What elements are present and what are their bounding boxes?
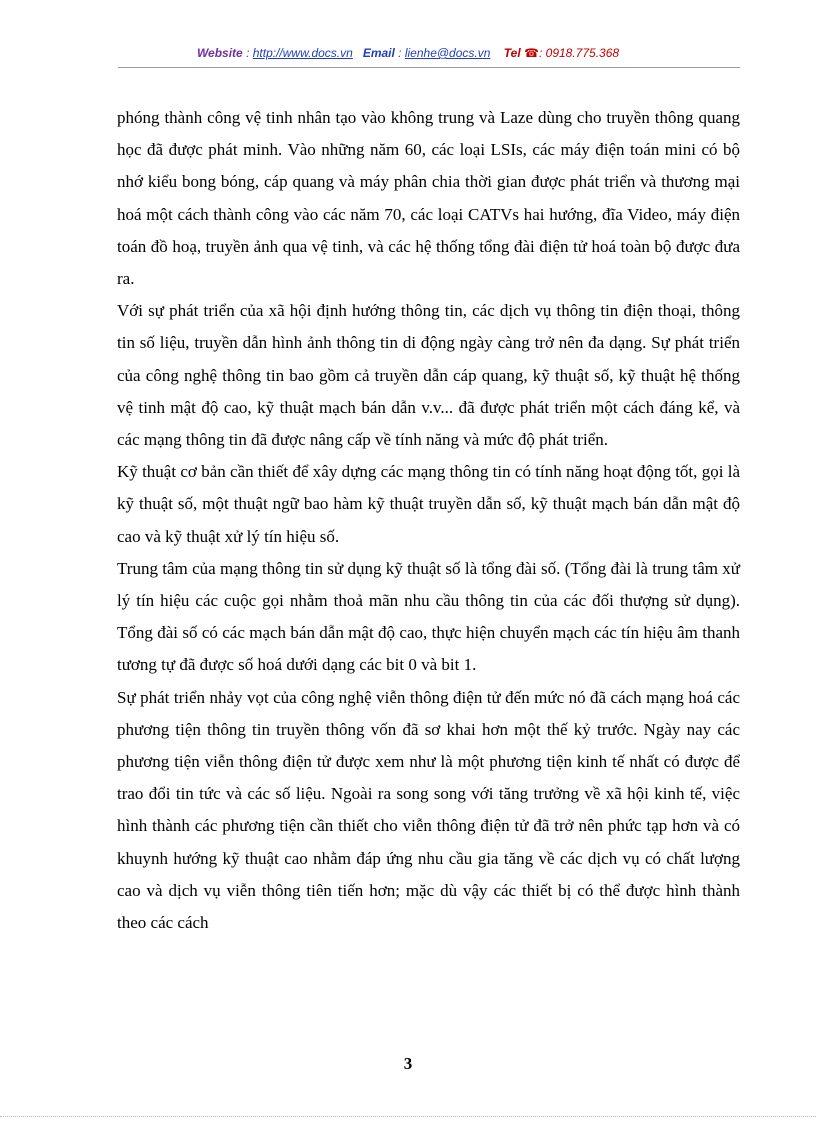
tel-label: Tel (503, 46, 521, 60)
email-label: Email (362, 46, 395, 60)
body-paragraph: phóng thành công vệ tinh nhân tạo vào không trung và Laze dùng cho truyền thông quang học đã được phát minh. Vào những năm 60, các loại LSIs, các máy điện toán mini có bộ nhớ kiểu bong bóng, cáp quang và máy phân chia thời gian được phát triển và thương mại hoá một cách thành công vào các năm 70, các loại CATVs hai hướng, đĩa Video, máy điện toán đồ hoạ, truyền ảnh qua vệ tinh, và các hệ thống tổng đài điện tử hoá toàn bộ được đưa ra. (117, 108, 740, 289)
email-separator: : (394, 46, 405, 60)
website-link[interactable]: http://www.docs.vn (252, 46, 353, 60)
document-body (117, 102, 740, 939)
body-paragraph: Trung tâm của mạng thông tin sử dụng kỹ thuật số là tổng đài số. (Tổng đài là trung tâm xử lý tín hiệu các cuộc gọi nhằm thoả mãn nhu cầu thông tin của các đối thượng sử dụng). Tổng đài số có các mạch bán dẫn mật độ cao, thực hiện chuyển mạch các tín hiệu âm thanh tương tự đã được số hoá dưới dạng các bit 0 và bit 1. (117, 558, 740, 675)
tel-separator: : (538, 46, 546, 60)
header-divider (118, 67, 740, 68)
body-paragraph: Kỹ thuật cơ bản cần thiết để xây dựng các mạng thông tin có tính năng hoạt động tốt, gọi là kỹ thuật số, một thuật ngữ bao hàm kỹ thuật truyền dẫn số, kỹ thuật mạch bán dẫn mật độ cao và kỹ thuật xử lý tín hiệu số. (117, 462, 740, 546)
phone-icon: ☎ (524, 46, 539, 60)
page-header (0, 46, 816, 60)
email-link[interactable]: lienhe@docs.vn (404, 46, 491, 60)
page-bottom-divider (0, 1116, 816, 1117)
body-paragraph: Sự phát triển nhảy vọt của công nghệ viễn thông điện tử đến mức nó đã cách mạng hoá các phương tiện thông tin truyền thông vốn đã sơ khai hơn một thế kỷ trước. Ngày nay các phương tiện viễn thông điện tử được xem như là một phương tiện kinh tế nhất có được để trao đổi tin tức và các số liệu. Ngoài ra song song với tăng trưởng về xã hội kinh tế, việc hình thành các phương tiện cần thiết cho viễn thông điện tử đã trở nên phức tạp hơn và có khuynh hướng kỹ thuật cao nhằm đáp ứng nhu cầu gia tăng về các dịch vụ có chất lượng cao và dịch vụ viễn thông tiên tiến hơn; mặc dù vậy các thiết bị có thể được hình thành theo các cách (117, 687, 740, 933)
website-label: Website (196, 46, 243, 60)
website-separator: : (242, 46, 253, 60)
page-number: 3 (403, 1054, 413, 1073)
tel-number: 0918.775.368 (545, 46, 620, 60)
body-paragraph: Với sự phát triển của xã hội định hướng thông tin, các dịch vụ thông tin điện thoại, thông tin số liệu, truyền dẫn hình ảnh thông tin di động ngày càng trở nên đa dạng. Sự phát triển của công nghệ thông tin bao gồm cả truyền dẫn cáp quang, kỹ thuật số, kỹ thuật hệ thống vệ tinh mật độ cao, kỹ thuật mạch bán dẫn v.v... đã được phát triển một cách đáng kể, và các mạng thông tin đã được nâng cấp về tính năng và mức độ phát triển. (117, 301, 740, 450)
